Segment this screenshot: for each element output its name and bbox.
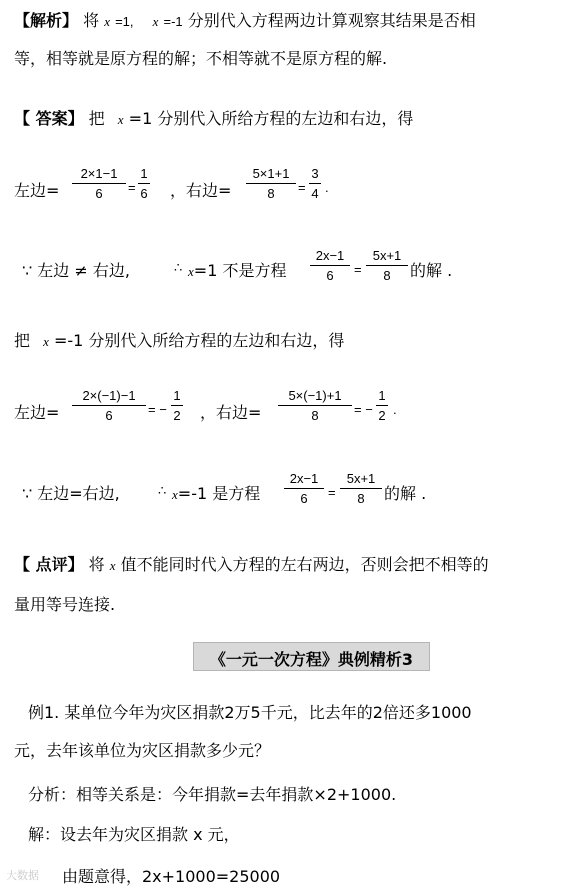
comment-text-a: 将 bbox=[88, 555, 105, 574]
equation-line: 由题意得，2x+1000=25000 bbox=[62, 867, 281, 886]
equals-minus: = − bbox=[148, 402, 167, 417]
variable-x: x bbox=[43, 334, 49, 349]
fraction-bar bbox=[284, 488, 324, 489]
variable-x: x bbox=[188, 264, 194, 279]
answer-intro-b: =1 分别代入所给方程的左边和右边，得 bbox=[128, 109, 414, 128]
equals: = bbox=[128, 180, 136, 195]
conclusion-1 bbox=[188, 258, 286, 281]
equals: = bbox=[328, 485, 336, 500]
variable-x: x bbox=[109, 558, 116, 573]
numerator: 5x+1 bbox=[372, 248, 402, 263]
analysis-line: 分析：相等关系是：今年捐款=去年捐款×2+1000. bbox=[28, 785, 397, 804]
equals: = bbox=[354, 262, 362, 277]
fraction-bar bbox=[340, 488, 382, 489]
variable-x: x bbox=[172, 487, 178, 502]
analysis-text-b: 分别代入方程两边计算观察其结果是否相 bbox=[187, 11, 476, 30]
numerator: 1 bbox=[378, 388, 386, 403]
watermark: 大数据 bbox=[6, 869, 39, 882]
because-line-1: ∵ 左边 ≠ 右边, bbox=[22, 261, 130, 280]
fraction-bar bbox=[310, 265, 350, 266]
therefore-symbol: ∴ bbox=[174, 260, 183, 275]
equation-fraction-right bbox=[340, 471, 382, 506]
variable-x: x bbox=[152, 14, 159, 29]
value-1: =1, bbox=[115, 14, 134, 29]
denominator: 6 bbox=[105, 408, 113, 423]
numerator: 2×(−1)−1 bbox=[82, 388, 136, 403]
right-side-label-1: ，右边= bbox=[170, 181, 232, 200]
equation-fraction-left bbox=[310, 248, 350, 283]
fraction-right-1 bbox=[246, 166, 296, 201]
answer-intro-2-a: 把 bbox=[14, 331, 31, 350]
answer-intro-a: 把 bbox=[88, 109, 105, 128]
fraction-bar bbox=[309, 183, 321, 184]
fraction-result-right-2 bbox=[376, 388, 388, 423]
example-line-2: 元，去年该单位为灾区捐款多少元？ bbox=[14, 741, 271, 760]
fraction-bar bbox=[366, 265, 408, 266]
equals: = bbox=[298, 180, 306, 195]
fraction-result-left-2 bbox=[171, 388, 183, 423]
numerator: 5×1+1 bbox=[252, 166, 290, 181]
conclusion-2-text: =-1 是方程 bbox=[177, 484, 261, 503]
denominator: 6 bbox=[140, 186, 148, 201]
numerator: 5×(−1)+1 bbox=[288, 388, 342, 403]
conclusion-1-text: =1 不是方程 bbox=[193, 261, 287, 280]
denominator: 6 bbox=[300, 491, 308, 506]
numerator: 3 bbox=[311, 166, 319, 181]
analysis-line-2: 等，相等就是原方程的解；不相等就不是原方程的解. bbox=[14, 49, 388, 68]
numerator: 2x−1 bbox=[289, 471, 319, 486]
numerator: 5x+1 bbox=[346, 471, 376, 486]
denominator: 8 bbox=[383, 268, 391, 283]
numerator: 2×1−1 bbox=[80, 166, 118, 181]
comment-text-b: 值不能同时代入方程的左右两边，否则会把不相等的 bbox=[120, 555, 489, 574]
fraction-bar bbox=[278, 405, 352, 406]
conclusion-2 bbox=[172, 481, 260, 504]
equation-fraction-left bbox=[284, 471, 324, 506]
numerator: 2x−1 bbox=[315, 248, 345, 263]
section-heading: 《一元一次方程》典例精析3 bbox=[209, 650, 414, 669]
answer-label: 【 答案】 bbox=[14, 109, 84, 128]
fraction-right-2 bbox=[278, 388, 352, 423]
answer-intro-2-b: =-1 分别代入所给方程的左边和右边，得 bbox=[53, 331, 345, 350]
denominator: 4 bbox=[311, 186, 319, 201]
denominator: 8 bbox=[267, 186, 275, 201]
fraction-left-2 bbox=[72, 388, 146, 423]
analysis-label: 【解析】 bbox=[14, 11, 79, 30]
fraction-bar bbox=[72, 183, 126, 184]
denominator: 6 bbox=[95, 186, 103, 201]
fraction-bar bbox=[376, 405, 388, 406]
comment-paragraph bbox=[14, 552, 489, 575]
equals-minus: = − bbox=[354, 402, 373, 417]
numerator: 1 bbox=[140, 166, 148, 181]
denominator: 8 bbox=[311, 408, 319, 423]
solution-line: 解：设去年为灾区捐款 x 元， bbox=[28, 825, 240, 844]
period: . bbox=[325, 180, 329, 195]
comment-label: 【 点评】 bbox=[14, 555, 84, 574]
right-side-label-2: ，右边= bbox=[200, 403, 262, 422]
equation-fraction-right bbox=[366, 248, 408, 283]
answer-intro bbox=[14, 106, 413, 129]
left-side-label-1: 左边= bbox=[14, 181, 60, 200]
section-heading-box bbox=[193, 642, 430, 671]
fraction-bar bbox=[72, 405, 146, 406]
fraction-bar bbox=[171, 405, 183, 406]
variable-x: x bbox=[117, 112, 124, 127]
fraction-result-left-1 bbox=[138, 166, 150, 201]
fraction-result-right-1 bbox=[309, 166, 321, 201]
conclusion-1-end: 的解 . bbox=[410, 261, 453, 280]
analysis-paragraph bbox=[14, 8, 476, 31]
therefore-symbol: ∴ bbox=[158, 483, 167, 498]
denominator: 2 bbox=[378, 408, 386, 423]
value-neg1: =-1 bbox=[163, 14, 183, 29]
conclusion-2-end: 的解 . bbox=[384, 484, 427, 503]
fraction-left-1 bbox=[72, 166, 126, 201]
denominator: 6 bbox=[326, 268, 334, 283]
because-line-2: ∵ 左边=右边, bbox=[22, 484, 120, 503]
numerator: 1 bbox=[173, 388, 181, 403]
example-line-1: 例1. 某单位今年为灾区捐款2万5千元，比去年的2倍还多1000 bbox=[28, 703, 472, 722]
comment-line-2: 量用等号连接. bbox=[14, 595, 116, 614]
fraction-bar bbox=[138, 183, 150, 184]
denominator: 2 bbox=[173, 408, 181, 423]
analysis-text-a: 将 bbox=[83, 11, 100, 30]
denominator: 8 bbox=[357, 491, 365, 506]
fraction-bar bbox=[246, 183, 296, 184]
left-side-label-2: 左边= bbox=[14, 403, 60, 422]
variable-x: x bbox=[104, 14, 110, 29]
answer-intro-2 bbox=[14, 328, 344, 351]
period: . bbox=[393, 402, 397, 417]
